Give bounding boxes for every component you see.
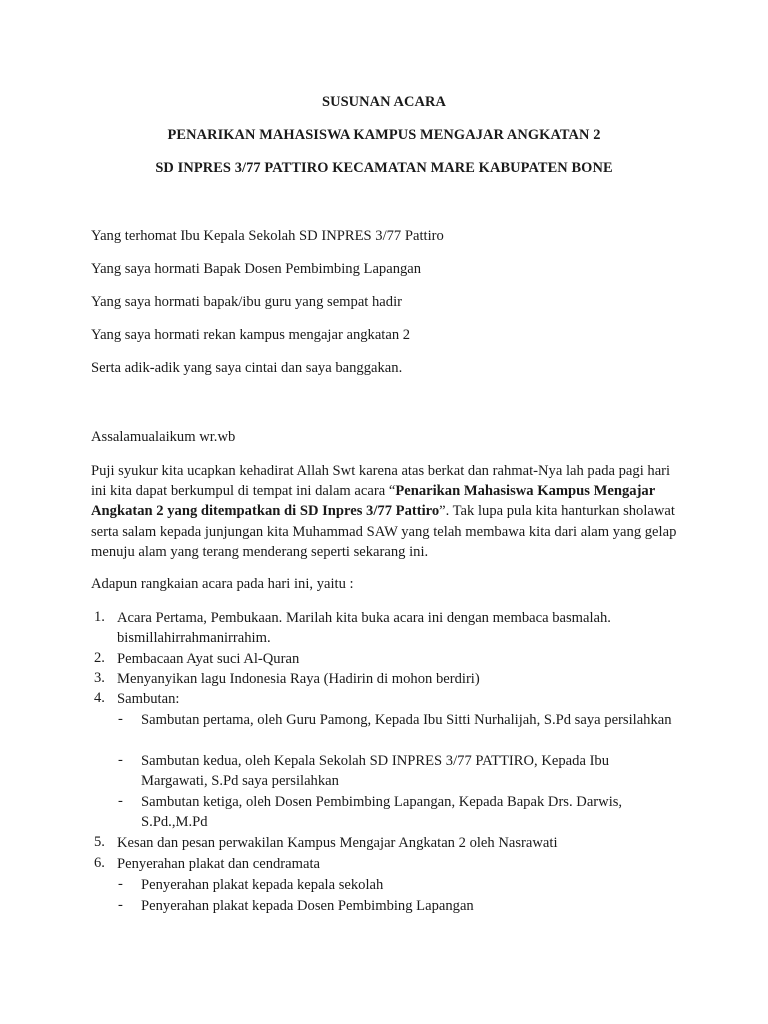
- list-number: 6.: [94, 855, 105, 871]
- list-number: 5.: [94, 834, 105, 850]
- sub-list-item-text: Sambutan ketiga, oleh Dosen Pembimbing Lapangan, Kepada Bapak Drs. Darwis, S.Pd.,M.Pd: [141, 794, 623, 830]
- list-dash: -: [118, 876, 123, 892]
- opening-paragraph: [91, 461, 683, 562]
- paragraph-text: Puji syukur kita ucapkan kehadirat Allah Swt karena atas berkat dan rahmat-Nya lah pada pagi hari ini kita dapat berkumpul di tempat ini dalam acara “: [91, 463, 671, 500]
- greeting-line: Yang terhomat Ibu Kepala Sekolah SD INPRES 3/77 Pattiro: [91, 228, 444, 244]
- list-number: 3.: [94, 670, 105, 686]
- document-subtitle: PENARIKAN MAHASISWA KAMPUS MENGAJAR ANGKATAN 2: [167, 127, 601, 143]
- document-location: SD INPRES 3/77 PATTIRO KECAMATAN MARE KABUPATEN BONE: [155, 160, 613, 176]
- list-dash: -: [118, 752, 123, 768]
- sub-list-item-text: Penyerahan plakat kepada Dosen Pembimbing Lapangan: [141, 898, 474, 914]
- sub-list-item-text: Sambutan kedua, oleh Kepala Sekolah SD INPRES 3/77 PATTIRO, Kepada Ibu Margawati, S.Pd saya persilahkan: [141, 753, 610, 789]
- list-item-text: Menyanyikan lagu Indonesia Raya (Hadirin di mohon berdiri): [117, 671, 480, 687]
- list-item-text: Kesan dan pesan perwakilan Kampus Mengajar Angkatan 2 oleh Nasrawati: [117, 835, 558, 851]
- paragraph-text: ”. Tak lupa pula kita hanturkan sholawat serta salam kepada junjungan kita Muhammad SAW yang telah membawa kita dari alam yang gelap menuju alam yang terang menderang seperti sekarang ini.: [91, 503, 677, 560]
- list-dash: -: [118, 897, 123, 913]
- list-item-text: Acara Pertama, Pembukaan. Marilah kita buka acara ini dengan membaca basmalah. bismillahirrahmanirrahim.: [117, 610, 611, 646]
- event-name-bold: Penarikan Mahasiswa Kampus Mengajar Angkatan 2 yang ditempatkan di SD Inpres 3/77 Pattiro: [91, 483, 655, 520]
- list-number: 2.: [94, 650, 105, 666]
- greeting-line: Yang saya hormati Bapak Dosen Pembimbing Lapangan: [91, 261, 422, 277]
- list-item-text: Penyerahan plakat dan cendramata: [117, 856, 320, 872]
- list-number: 1.: [94, 609, 105, 625]
- list-dash: -: [118, 793, 123, 809]
- list-dash: -: [118, 711, 123, 727]
- list-number: 4.: [94, 690, 105, 706]
- sub-list-item-text: Penyerahan plakat kepada kepala sekolah: [141, 877, 384, 893]
- document-title: SUSUNAN ACARA: [321, 94, 447, 110]
- list-item-text: Pembacaan Ayat suci Al-Quran: [117, 651, 300, 667]
- sub-list-item-text: Sambutan pertama, oleh Guru Pamong, Kepada Ibu Sitti Nurhalijah, S.Pd saya persilahkan: [141, 712, 672, 728]
- greeting-line: Yang saya hormati bapak/ibu guru yang sempat hadir: [91, 294, 403, 310]
- salam-line: Assalamualaikum wr.wb: [91, 429, 236, 445]
- greeting-line: Serta adik-adik yang saya cintai dan saya banggakan.: [91, 360, 403, 376]
- greeting-line: Yang saya hormati rekan kampus mengajar angkatan 2: [91, 327, 411, 343]
- list-item-text: Sambutan:: [117, 691, 180, 707]
- agenda-intro: Adapun rangkaian acara pada hari ini, yaitu :: [91, 576, 354, 592]
